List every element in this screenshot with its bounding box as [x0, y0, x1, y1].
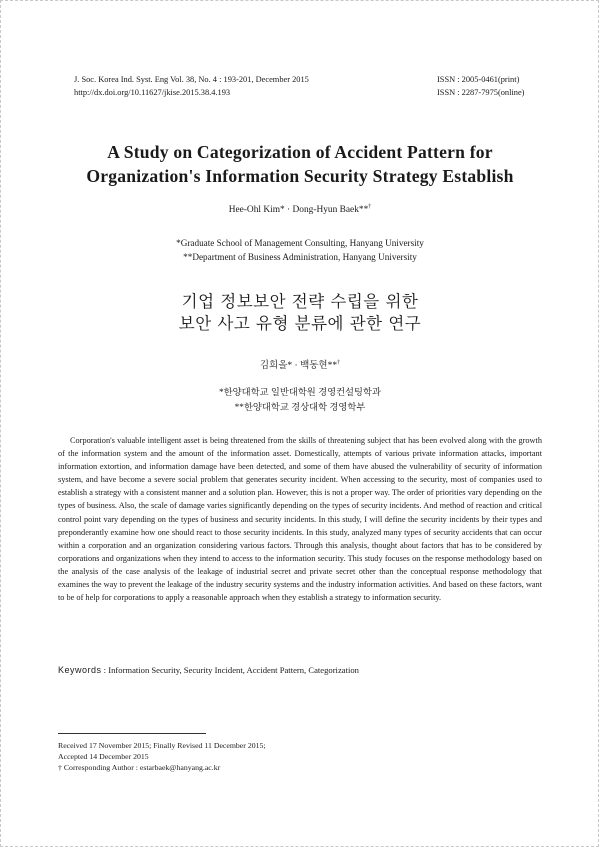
journal-header — [74, 73, 309, 99]
journal-citation: J. Soc. Korea Ind. Syst. Eng Vol. 38, No. 4 : 193-201, December 2015 — [74, 75, 309, 84]
affiliation-1: *Graduate School of Management Consulting, Hanyang University — [176, 238, 424, 248]
title-line-2: Organization's Information Security Strategy Establish — [86, 166, 514, 186]
paper-title — [0, 140, 600, 188]
korean-author-names: 김희올* · 백동현** — [259, 361, 338, 371]
dagger-mark: † — [58, 763, 62, 773]
affiliations — [0, 236, 600, 264]
keywords-separator: : — [101, 665, 109, 675]
accepted-date: Accepted 14 December 2015 — [58, 752, 149, 762]
received-date: Received 17 November 2015; Finally Revised 11 December 2015; — [58, 741, 266, 750]
doi-link[interactable]: http://dx.doi.org/10.11627/jkise.2015.38.4.193 — [74, 88, 231, 97]
korean-affiliation-1: *한양대학교 일반대학원 경영컨설팅학과 — [219, 388, 381, 398]
author-list — [0, 204, 600, 215]
corresponding-email: Corresponding Author : estarbaek@hanyang.ac.kr — [61, 763, 221, 773]
keywords-line — [58, 665, 359, 675]
author-names: Hee-Ohl Kim* · Dong-Hyun Baek** — [228, 205, 369, 216]
affiliation-2: **Department of Business Administration, Hanyang University — [183, 252, 417, 262]
korean-author-list — [0, 357, 600, 371]
issn-print: ISSN : 2005-0461(print) — [437, 75, 520, 84]
korean-title — [0, 291, 600, 335]
issn-online: ISSN : 2287-7975(online) — [437, 88, 525, 97]
korean-title-line-1: 기업 정보보안 전략 수립을 위한 — [181, 292, 419, 311]
issn-block — [437, 73, 524, 99]
corresponding-mark: † — [368, 204, 372, 210]
korean-affiliation-2: **한양대학교 경상대학 경영학부 — [234, 403, 366, 413]
corresponding-author — [58, 762, 266, 773]
keywords-label: Keywords — [58, 665, 102, 675]
abstract-paragraph: Corporation's valuable intelligent asset is being threatened from the skills of threatening subject that has been evolved along with the growth of the information system and the amount of the information asset. Domestically, attempts of various private information attacks, important information extortion, and information damage have been detected, and some of them have abused the vulnerability of security of information system, and have become a severe social problem that generates security incident. When accessing to the security, most of companies used to establish a strategy with a consistent manner and a solution plan. However, this is not a proper way. The order of priorities vary depending on the types of business. Also, the scale of damage varies significantly depending on the types of security incidents. And method of reaction and critical control point vary depending on the types of business and security incidents. In this study, I will define the security incidents by their types and preponderantly examine how one should react to those security incidents. In this study, analyzed many types of security accidents that can occur within a corporation and an organization considering various factors. Through this analysis, thought about factors that has to be considered by corporations and organizations when they intend to access to the information security. This study focuses on the response methodology based on the analysis of the case analysis of the leakage of industrial secret and private secret other than the conceptual response methodology that examines the way to prevent the leakage of the industry security systems and the industry information activities. And based on these factors, want to be of help for corporations to apply a reasonable approach when they establish a strategy to information security. — [58, 436, 542, 603]
keywords-text: Information Security, Security Incident, Accident Pattern, Categorization — [108, 665, 359, 675]
footnote-divider — [58, 733, 206, 734]
korean-title-line-2: 보안 사고 유형 분류에 관한 연구 — [178, 314, 422, 333]
footnotes — [58, 740, 266, 774]
korean-affiliations — [0, 386, 600, 416]
korean-corresponding-mark: † — [337, 359, 341, 366]
title-line-1: A Study on Categorization of Accident Pattern for — [107, 142, 493, 162]
